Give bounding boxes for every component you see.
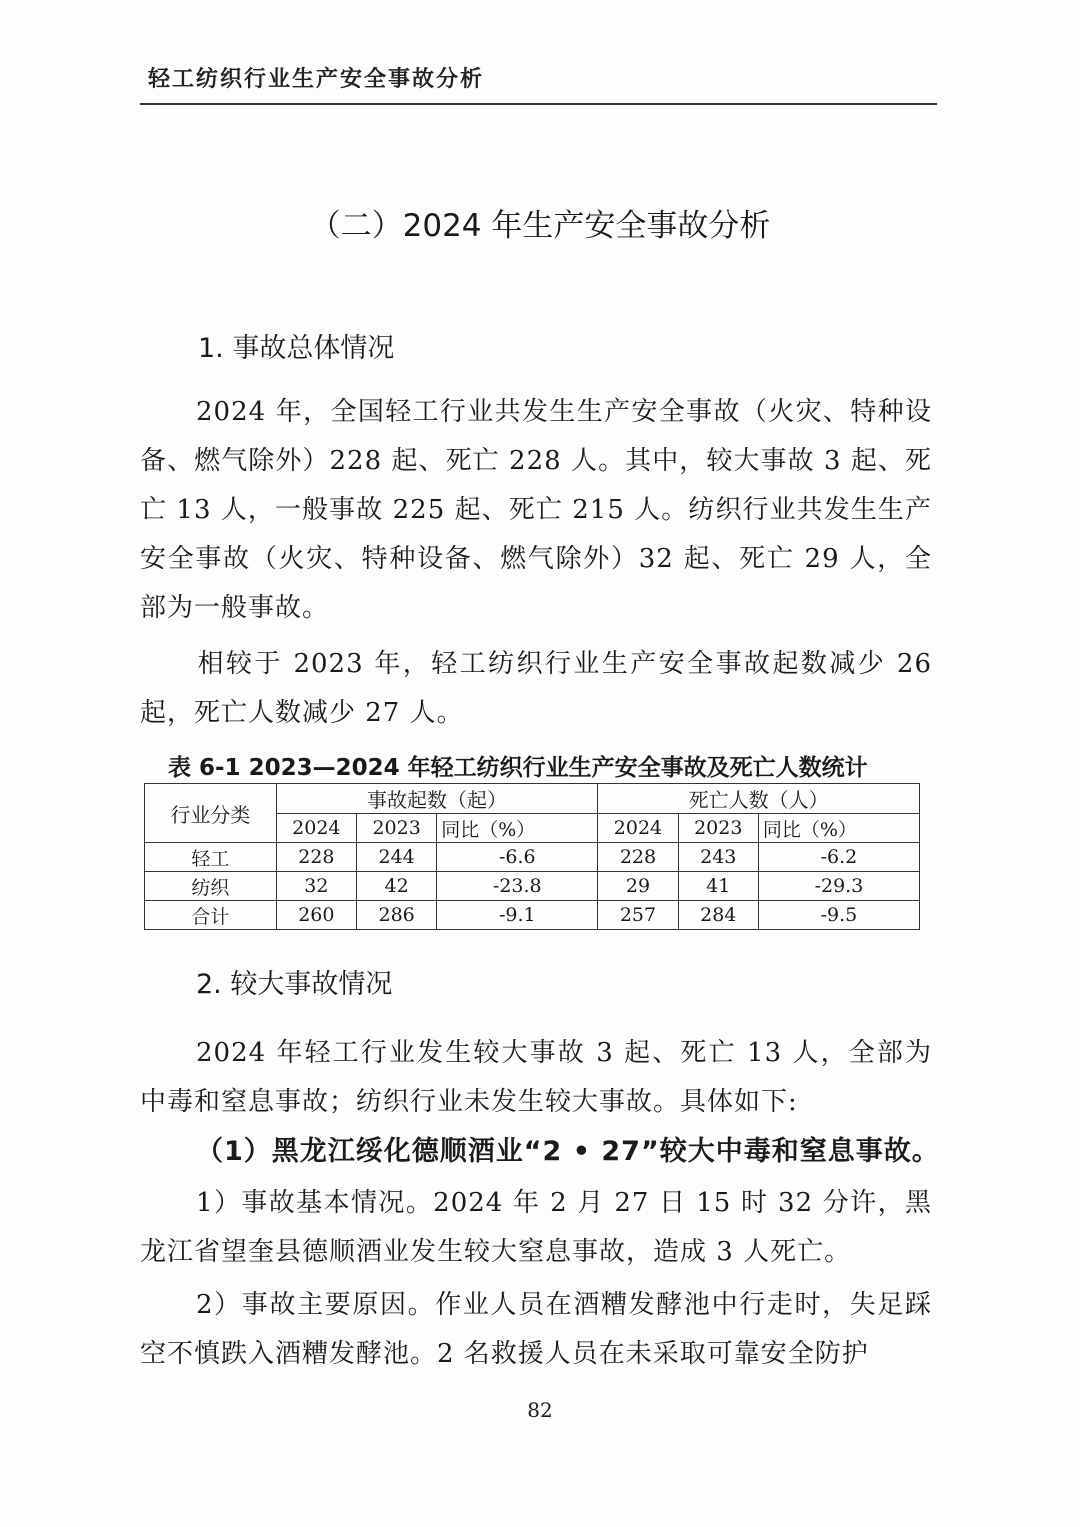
table-row [145, 872, 920, 901]
section1-paragraph-1-text: 2024 年，全国轻工行业共发生生产安全事故（火灾、特种设备、燃气除外）228 起、死亡 228 人。其中，较大事故 3 起、死亡 13 人，一般事故 225 起、死亡 215 人。纺织行业共发生生产安全事故（火灾、特种设备、燃气除外）32 起、死亡 29 人，全部为一般事故。 [140, 397, 932, 623]
section2-paragraph-3-text: 2）事故主要原因。作业人员在酒糟发酵池中行走时，失足踩空不慎跌入酒糟发酵池。2 名救援人员在未采取可靠安全防护 [140, 1290, 932, 1369]
section2-paragraph-2 [140, 1179, 932, 1277]
table-row [145, 901, 920, 930]
cell-acc-yoy: -23.8 [437, 872, 598, 901]
section2-paragraph-2-text: 1）事故基本情况。2024 年 2 月 27 日 15 时 32 分许，黑龙江省望奎县德顺酒业发生较大窒息事故，造成 3 人死亡。 [140, 1188, 932, 1267]
cell-acc-yoy: -6.6 [437, 843, 598, 872]
page-number: 82 [527, 1398, 553, 1422]
cell-acc-2023: 42 [356, 872, 436, 901]
death-yoy-header: 同比（%） [758, 814, 919, 843]
section2-heading: 2. 较大事故情况 [196, 969, 393, 1000]
row-label: 纺织 [145, 872, 277, 901]
section2-paragraph-3 [140, 1281, 932, 1379]
section1-paragraph-2 [140, 640, 932, 738]
section1-paragraph-2-text: 相较于 2023 年，轻工纺织行业生产安全事故起数减少 26 起，死亡人数减少 27 人。 [140, 649, 932, 728]
cell-acc-2023: 286 [356, 901, 436, 930]
row-label: 合计 [145, 901, 277, 930]
cell-death-yoy: -9.5 [758, 901, 919, 930]
statistics-table [144, 783, 920, 930]
cell-death-2024: 257 [598, 901, 678, 930]
acc-2024-header: 2024 [276, 814, 356, 843]
cell-death-yoy: -29.3 [758, 872, 919, 901]
accidents-group-header: 事故起数（起） [276, 784, 598, 814]
cell-death-yoy: -6.2 [758, 843, 919, 872]
cell-death-2023: 284 [678, 901, 758, 930]
header-rule [140, 103, 937, 105]
table-caption: 表 6-1 2023—2024 年轻工纺织行业生产安全事故及死亡人数统计 [168, 755, 868, 781]
section1-paragraph-1 [140, 388, 932, 633]
acc-yoy-header: 同比（%） [437, 814, 598, 843]
cell-acc-yoy: -9.1 [437, 901, 598, 930]
death-2023-header: 2023 [678, 814, 758, 843]
incident-heading: （1）黑龙江绥化德顺酒业“2 • 27”较大中毒和窒息事故。 [196, 1136, 940, 1167]
cell-death-2024: 228 [598, 843, 678, 872]
section2-paragraph-1 [140, 1029, 932, 1127]
table-row [145, 843, 920, 872]
running-header: 轻工纺织行业生产安全事故分析 [148, 67, 485, 92]
cell-acc-2024: 228 [276, 843, 356, 872]
deaths-group-header: 死亡人数（人） [598, 784, 920, 814]
cell-acc-2023: 244 [356, 843, 436, 872]
section-title: （二）2024 年生产安全事故分析 [309, 208, 771, 244]
cell-acc-2024: 260 [276, 901, 356, 930]
cell-death-2024: 29 [598, 872, 678, 901]
section1-heading: 1. 事故总体情况 [198, 333, 395, 364]
cell-acc-2024: 32 [276, 872, 356, 901]
acc-2023-header: 2023 [356, 814, 436, 843]
cell-death-2023: 243 [678, 843, 758, 872]
section2-paragraph-1-text: 2024 年轻工行业发生较大事故 3 起、死亡 13 人，全部为中毒和窒息事故；纺织行业未发生较大事故。具体如下: [140, 1038, 932, 1117]
table-header-row [145, 784, 920, 814]
row-label: 轻工 [145, 843, 277, 872]
death-2024-header: 2024 [598, 814, 678, 843]
cell-death-2023: 41 [678, 872, 758, 901]
row-header-cell: 行业分类 [145, 784, 277, 843]
